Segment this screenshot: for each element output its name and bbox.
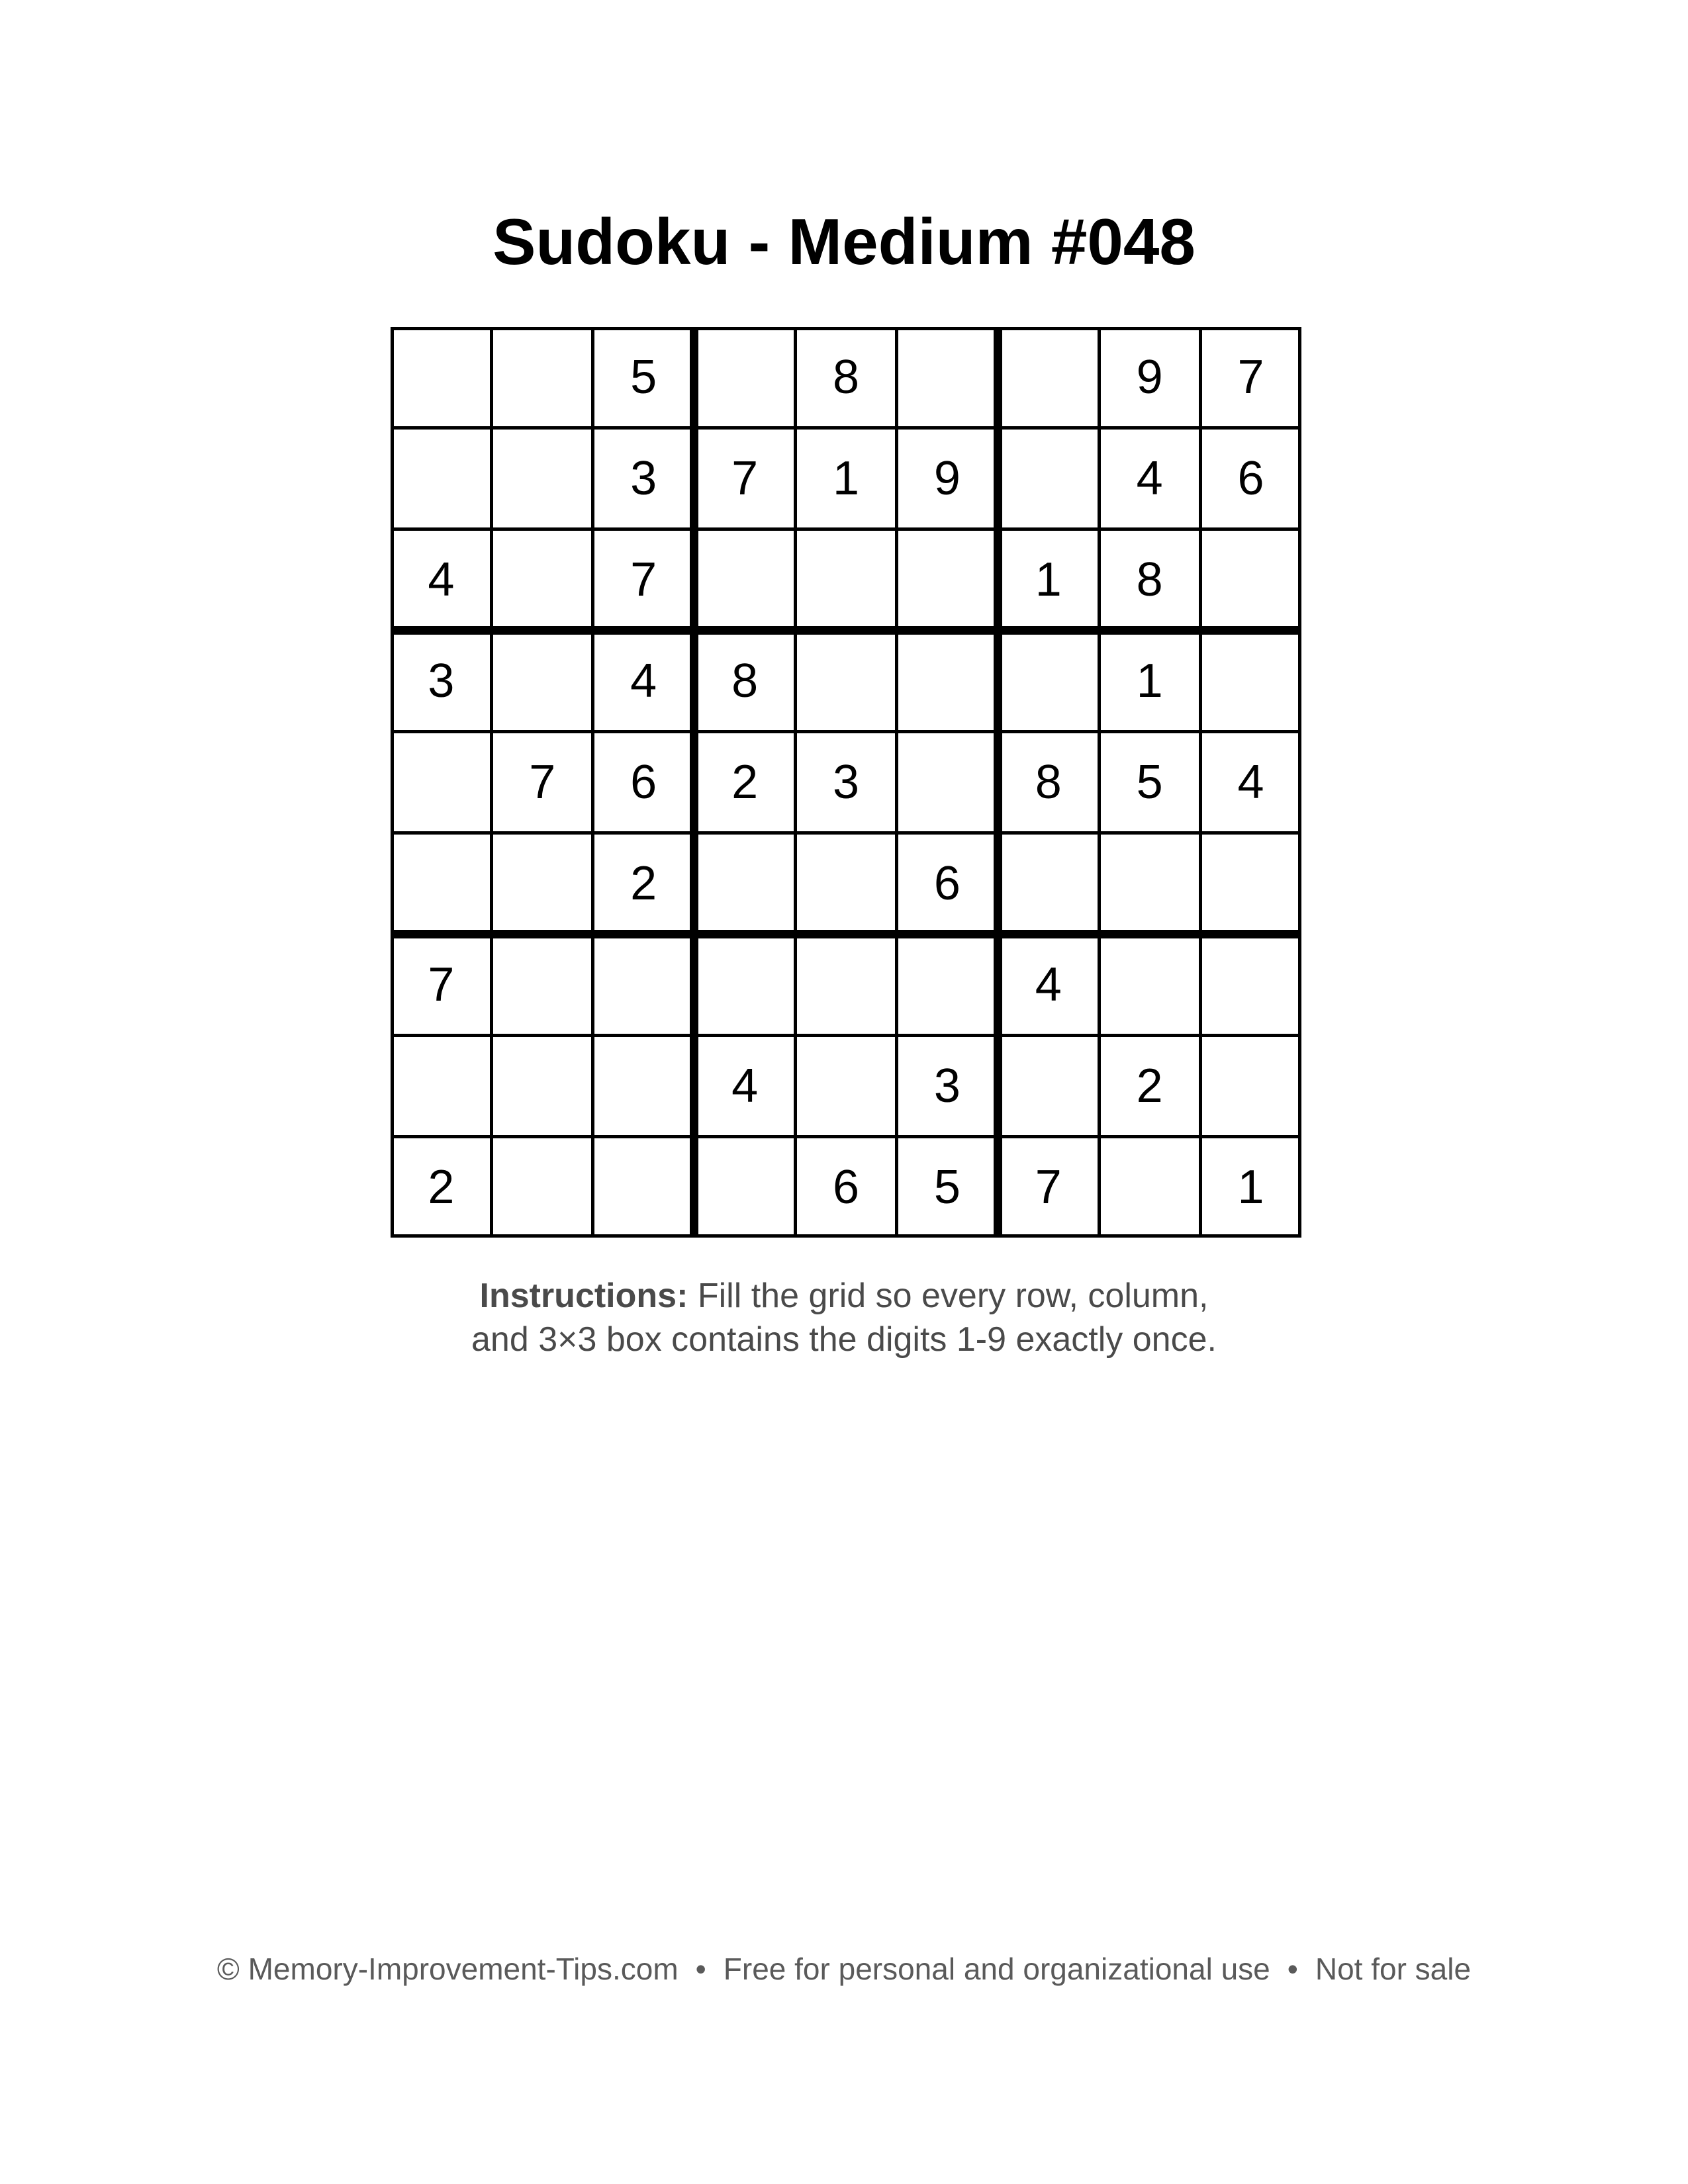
grid-cell[interactable]: [1200, 631, 1301, 732]
grid-cell[interactable]: 8: [1136, 553, 1163, 607]
grid-cell[interactable]: [896, 732, 998, 833]
grid-cell[interactable]: [998, 833, 1099, 934]
grid-cell[interactable]: 3: [832, 755, 859, 809]
grid-cell[interactable]: [694, 833, 796, 934]
grid-cell[interactable]: 2: [630, 856, 657, 910]
grid-cell[interactable]: 6: [630, 755, 657, 809]
grid-line-vertical: [1098, 327, 1101, 1238]
grid-cell[interactable]: 5: [933, 1160, 961, 1214]
grid-cell[interactable]: 3: [933, 1059, 961, 1113]
grid-cell[interactable]: 6: [933, 856, 961, 910]
grid-cell[interactable]: 3: [630, 452, 657, 506]
grid-line-horizontal: [391, 426, 1301, 430]
grid-cell[interactable]: 1: [1237, 1160, 1264, 1214]
grid-line-horizontal: [391, 527, 1301, 531]
instructions-line-1: [0, 1274, 1688, 1318]
grid-cell[interactable]: [492, 631, 593, 732]
box-divider-vertical: [994, 327, 1002, 1238]
grid-cell[interactable]: 7: [1237, 351, 1264, 404]
grid-cell[interactable]: [492, 1136, 593, 1238]
grid-cell[interactable]: [694, 934, 796, 1035]
grid-cell[interactable]: [796, 833, 897, 934]
grid-cell[interactable]: [391, 428, 492, 529]
grid-cell[interactable]: 5: [1136, 755, 1163, 809]
grid-cell[interactable]: [391, 327, 492, 428]
grid-cell[interactable]: [796, 1035, 897, 1136]
box-divider-vertical: [690, 327, 698, 1238]
instructions: [0, 1274, 1688, 1361]
grid-cell[interactable]: 5: [630, 351, 657, 404]
grid-cell[interactable]: 9: [933, 452, 961, 506]
grid-cell[interactable]: [492, 529, 593, 631]
footer-usage: Free for personal and organizational use: [723, 1952, 1270, 1986]
grid-cell[interactable]: [593, 1035, 694, 1136]
footer-copyright: © Memory-Improvement-Tips.com: [216, 1952, 679, 1986]
grid-cell[interactable]: 8: [1035, 755, 1062, 809]
grid-cell[interactable]: [1099, 934, 1200, 1035]
grid-cell[interactable]: [1099, 1136, 1200, 1238]
grid-cell[interactable]: [896, 529, 998, 631]
grid-cell[interactable]: 4: [630, 655, 657, 708]
footer-sale: Not for sale: [1315, 1952, 1472, 1986]
grid-cell[interactable]: 4: [428, 553, 455, 607]
grid-cell[interactable]: [391, 1035, 492, 1136]
grid-cell[interactable]: [492, 428, 593, 529]
grid-cell[interactable]: [492, 934, 593, 1035]
grid-cell[interactable]: [694, 529, 796, 631]
grid-line-horizontal: [391, 831, 1301, 835]
grid-cell[interactable]: 6: [832, 1160, 859, 1214]
grid-cell[interactable]: 7: [1035, 1160, 1062, 1214]
instructions-lead: Instructions:: [479, 1277, 688, 1315]
grid-cell[interactable]: 4: [1237, 755, 1264, 809]
grid-cell[interactable]: 7: [529, 755, 556, 809]
grid-cell[interactable]: 1: [832, 452, 859, 506]
grid-cell[interactable]: [694, 1136, 796, 1238]
sudoku-grid: [391, 327, 1301, 1238]
grid-cell[interactable]: [998, 1035, 1099, 1136]
box-divider-horizontal: [391, 930, 1301, 938]
grid-cell[interactable]: [1200, 934, 1301, 1035]
footer-separator: •: [695, 1952, 706, 1986]
grid-line-horizontal: [391, 730, 1301, 733]
grid-cell[interactable]: 1: [1035, 553, 1062, 607]
grid-cell[interactable]: [391, 833, 492, 934]
grid-cell[interactable]: [796, 529, 897, 631]
grid-line-horizontal: [391, 1135, 1301, 1138]
grid-cell[interactable]: 8: [832, 351, 859, 404]
grid-cell[interactable]: 4: [1136, 452, 1163, 506]
grid-cell[interactable]: [1200, 1035, 1301, 1136]
grid-cell[interactable]: [492, 833, 593, 934]
grid-line-vertical: [1298, 327, 1301, 1238]
grid-cell[interactable]: [593, 934, 694, 1035]
grid-cell[interactable]: [896, 327, 998, 428]
grid-cell[interactable]: 6: [1237, 452, 1264, 506]
grid-cell[interactable]: [796, 631, 897, 732]
grid-cell[interactable]: 4: [1035, 958, 1062, 1011]
grid-line-vertical: [391, 327, 394, 1238]
grid-cell[interactable]: 2: [428, 1160, 455, 1214]
grid-cell[interactable]: 7: [428, 958, 455, 1011]
grid-cell[interactable]: 7: [731, 452, 759, 506]
grid-cell[interactable]: [492, 1035, 593, 1136]
grid-line-vertical: [794, 327, 797, 1238]
box-divider-horizontal: [391, 626, 1301, 635]
grid-cell[interactable]: [1099, 833, 1200, 934]
grid-line-horizontal: [391, 1234, 1301, 1238]
grid-cell[interactable]: [1200, 833, 1301, 934]
footer: [0, 1949, 1688, 1989]
grid-line-vertical: [591, 327, 594, 1238]
instructions-line-2: and 3×3 box contains the digits 1-9 exactly once.: [471, 1320, 1217, 1359]
grid-cell[interactable]: [896, 631, 998, 732]
instructions-text-1: Fill the grid so every row, column,: [688, 1277, 1209, 1315]
grid-cell[interactable]: [1200, 529, 1301, 631]
page-title: Sudoku - Medium #048: [492, 205, 1196, 278]
grid-cell[interactable]: [694, 327, 796, 428]
grid-cell[interactable]: [391, 732, 492, 833]
grid-cell[interactable]: [998, 327, 1099, 428]
grid-line-horizontal: [391, 1034, 1301, 1037]
grid-line-vertical: [490, 327, 493, 1238]
grid-cell[interactable]: 2: [1136, 1059, 1163, 1113]
grid-cell[interactable]: 9: [1136, 351, 1163, 404]
grid-line-vertical: [1199, 327, 1202, 1238]
grid-cell[interactable]: 4: [731, 1059, 759, 1113]
grid-cell[interactable]: 8: [731, 655, 759, 708]
grid-cell[interactable]: [593, 1136, 694, 1238]
grid-cell[interactable]: 1: [1136, 655, 1163, 708]
grid-cell[interactable]: [796, 934, 897, 1035]
grid-cell[interactable]: [896, 934, 998, 1035]
grid-cell[interactable]: 3: [428, 655, 455, 708]
grid-line-horizontal: [391, 327, 1301, 330]
footer-separator: •: [1287, 1952, 1298, 1986]
grid-cell[interactable]: [998, 631, 1099, 732]
grid-cell[interactable]: [492, 327, 593, 428]
grid-cell[interactable]: 7: [630, 553, 657, 607]
grid-cell[interactable]: [998, 428, 1099, 529]
grid-cell[interactable]: 2: [731, 755, 759, 809]
grid-line-vertical: [895, 327, 898, 1238]
